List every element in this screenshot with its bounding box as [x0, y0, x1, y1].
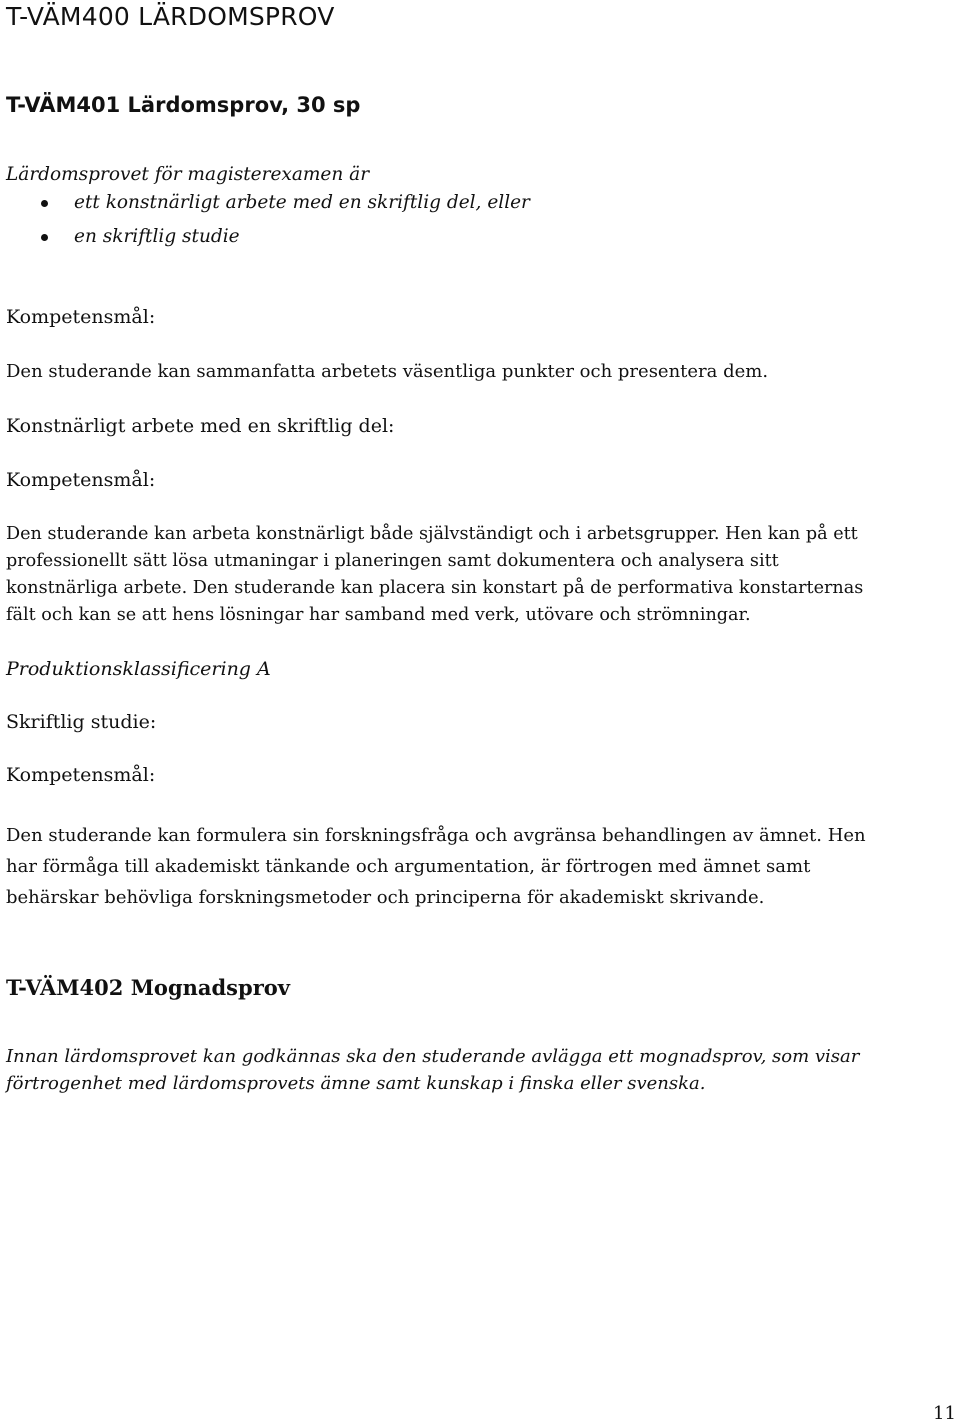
- course-heading-lardomsprov: T-VÄM401 Lärdomsprov, 30 sp: [6, 93, 361, 117]
- section-heading-konstnarligt-arbete: Konstnärligt arbete med en skriftlig del:: [6, 415, 395, 437]
- section-heading-skriftlig-studie: Skriftlig studie:: [6, 711, 157, 733]
- paragraph-line: Den studerande kan arbeta konstnärligt både självständigt och i arbetsgrupper. Hen kan på ett: [6, 524, 858, 544]
- list-item: en skriftlig studie: [74, 226, 240, 247]
- paragraph-line: konstnärliga arbete. Den studerande kan placera sin konstart på de performativa konstarternas: [6, 578, 864, 598]
- bullet-icon: [41, 200, 48, 207]
- kompetens-text: Den studerande kan sammanfatta arbetets väsentliga punkter och presentera dem.: [6, 361, 769, 382]
- paragraph-line: behärskar behövliga forskningsmetoder och principerna för akademiskt skrivande.: [6, 887, 765, 908]
- page-title: T-VÄM400 LÄRDOMSPROV: [6, 2, 335, 31]
- bullet-icon: [41, 234, 48, 241]
- section-heading-kompetensmal: Kompetensmål:: [6, 764, 156, 786]
- produktion-classification: Produktionsklassificering A: [6, 658, 271, 680]
- paragraph-line: har förmåga till akademiskt tänkande och argumentation, är förtrogen med ämnet samt: [6, 856, 811, 877]
- list-item: ett konstnärligt arbete med en skriftlig del, eller: [74, 192, 530, 213]
- paragraph-line: professionellt sätt lösa utmaningar i planeringen samt dokumentera och analysera sitt: [6, 551, 779, 571]
- section-heading-kompetensmal: Kompetensmål:: [6, 469, 156, 491]
- paragraph-line: förtrogenhet med lärdomsprovets ämne samt kunskap i finska eller svenska.: [6, 1073, 706, 1094]
- intro-text: Lärdomsprovet för magisterexamen är: [6, 164, 370, 185]
- course-heading-mognadsprov: T-VÄM402 Mognadsprov: [6, 975, 290, 1000]
- paragraph-line: fält och kan se att hens lösningar har samband med verk, utövare och strömningar.: [6, 605, 751, 625]
- section-heading-kompetensmal: Kompetensmål:: [6, 306, 156, 328]
- paragraph-line: Innan lärdomsprovet kan godkännas ska den studerande avlägga ett mognadsprov, som visar: [6, 1046, 860, 1067]
- paragraph-line: Den studerande kan formulera sin forskningsfråga och avgränsa behandlingen av ämnet. Hen: [6, 825, 866, 846]
- page-number: 11: [933, 1403, 956, 1424]
